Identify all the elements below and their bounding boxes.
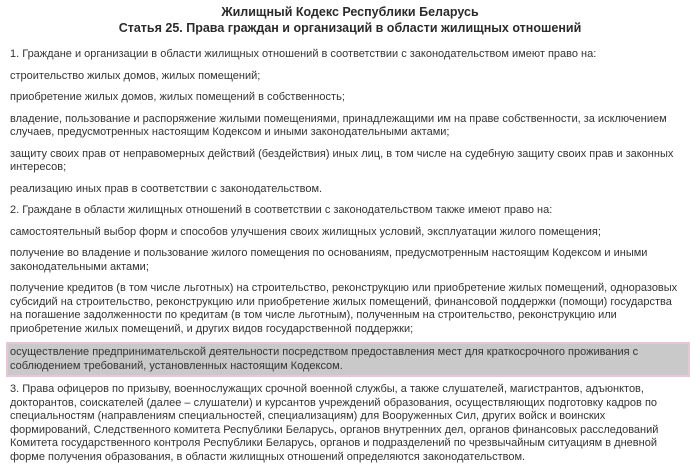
paragraph-2-item-2: получение во владение и пользование жилого помещения по основаниям, предусмотренным настоящим Кодексом и иными законодательными актами; bbox=[10, 247, 648, 273]
paragraph-1-item-1: строительство жилых домов, жилых помещений; bbox=[10, 69, 261, 82]
paragraph-1-item-3: владение, пользование и распоряжение жилыми помещениями, принадлежащими им на праве собственности, за исключением случаев, предусмотренных настоящим Кодексом и иными законодательными актами; bbox=[10, 112, 667, 138]
paragraph-1-item-2: приобретение жилых домов, жилых помещений в собственность; bbox=[10, 91, 345, 103]
highlighted-paragraph: осуществление предпринимательской деятельности посредством предоставления мест для краткосрочного проживания с соблюдением требований, установленных настоящим Кодексом. bbox=[8, 344, 688, 375]
paragraph-2-item-3: получение кредитов (в том числе льготных) на строительство, реконструкцию или приобретение жилых помещений, одноразовых субсидий на строительство, реконструкцию или приобретение жилых помещений, финансовой поддержки (помощи) государства на погашение задолженности по кредитам (в том числе льготным), полученным на строительство, реконструкцию или приобретение жилых помещений, и других видов государственной поддержки; bbox=[10, 282, 678, 335]
article-body bbox=[10, 48, 686, 472]
paragraph-1-item-4: защиту своих прав от неправомерных действий (бездействия) иных лиц, в том числе на судебную защиту своих прав и законных интересов; bbox=[10, 147, 674, 173]
document-header bbox=[0, 0, 700, 36]
article-title: Статья 25. Права граждан и организаций в области жилищных отношений bbox=[118, 21, 582, 35]
paragraph-2: 2. Граждане в области жилищных отношений в соответствии с законодательством также имеют право на: bbox=[10, 204, 553, 216]
paragraph-1-item-5: реализацию иных прав в соответствии с законодательством. bbox=[10, 182, 323, 195]
paragraph-3: 3. Права офицеров по призыву, военнослужащих срочной военной службы, а также слушателей, магистрантов, адъюнктов, докторантов, соискателей (далее – слушатели) и курсантов учреждений образования, осуществляющих подготовку кадров по специальностям (направлениям специальностей, специализациям) для Вооруженных Сил, других войск и воинских формирований, Следственного комитета Республики Беларусь, органов внутренних дел, органов финансовых расследований Комитета государственного контроля Республики Беларусь, органов и подразделений по чрезвычайным ситуациям в дневной форме получения образования, в области жилищных отношений определяются законодательством. bbox=[10, 383, 659, 463]
document-title: Жилищный Кодекс Республики Беларусь bbox=[221, 5, 479, 19]
paragraph-1: 1. Граждане и организации в области жилищных отношений в соответствии с законодательством имеют право на: bbox=[10, 48, 597, 60]
paragraph-2-item-1: самостоятельный выбор форм и способов улучшения своих жилищных условий, эксплуатации жилого помещения; bbox=[10, 225, 601, 238]
